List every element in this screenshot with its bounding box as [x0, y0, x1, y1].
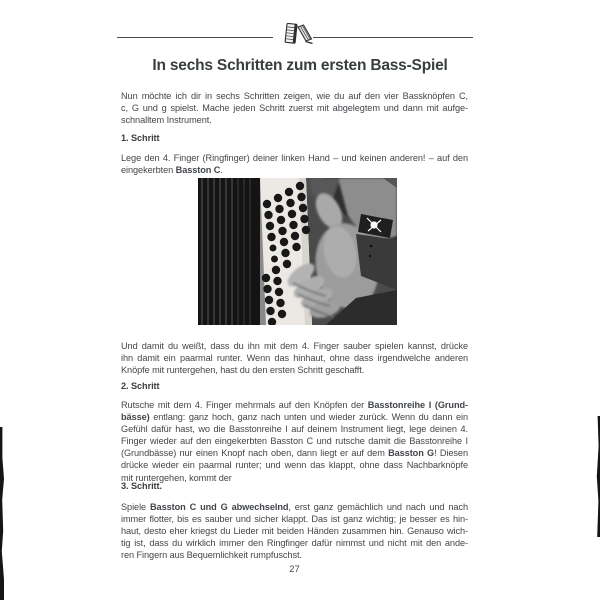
- text-line: drücke wieder ein paarmal runter; und wenn das klappt, ohne dass Nachbarknöpfe: [121, 460, 468, 471]
- text-line: Spiele Basston C und G abwechselnd, erst ganz gemächlich und nach und nach: [121, 502, 468, 512]
- text-line: Knöpfe mit runtergehen, hast du den ersten Schritt geschafft.: [121, 365, 365, 376]
- text-line: haut, desto eher kriegst du Lieder mit beiden Händen zusammen hin. Genauso wich-: [121, 526, 468, 537]
- text-line: Und damit du weißt, dass du ihn mit dem 4. Finger sauber spielen kannst, drücke: [121, 341, 468, 351]
- step-2-paragraph: [121, 399, 468, 484]
- intro-paragraph: [121, 90, 468, 126]
- text-line: (Grundbässe) nur einen Knopf nach oben, dann liegt er auf dem Basston G! Diesen: [121, 448, 468, 459]
- header-rule-left: [117, 37, 273, 38]
- step-3-paragraph: [121, 501, 468, 561]
- text-line: schnalltem Instrument.: [121, 115, 212, 126]
- text-line: Nun möchte ich dir in sechs Schritten zeigen, wie du auf den vier Bassknöpfen C,: [121, 91, 468, 101]
- text-line: bässe) entlang: ganz hoch, ganz nach unten und wieder zurück. Wenn du dann ein: [121, 412, 468, 423]
- accordion-bellows: [198, 178, 260, 325]
- notched-basston-c-button: [269, 244, 277, 252]
- bass-buttons-hand-photo: [198, 178, 397, 325]
- page-title: In sechs Schritten zum ersten Bass-Spiel: [152, 57, 448, 74]
- scan-edge-artifact-right: [596, 416, 600, 537]
- text-line: ihn damit ein paarmal runter. Wenn das hinhaut, ohne dass irgendwelche anderen: [121, 353, 468, 364]
- step-3-heading: 3. Schritt.: [121, 481, 162, 491]
- text-line: mit runtergehen, kommt der: [121, 472, 232, 483]
- text-line: eingekerbten Basston C.: [121, 165, 223, 176]
- text-line: Gefühl dafür hast, wo die Basstonreihe I auf deinem Instrument liegt, lege deinen 4.: [121, 424, 468, 435]
- after-photo-paragraph: [121, 340, 468, 376]
- text-line: Finger wieder auf den eingekerbten Basston C und rutsche damit die Basstonreihe I: [121, 436, 468, 447]
- text-line: immer flotter, bis es sauber und sicher klappt. Das ist ganz wichtig; je besser es hin-: [121, 514, 468, 525]
- text-line: ren Fingern aus Bequemlichkeit rumpfuschst.: [121, 550, 302, 561]
- page-number: 27: [289, 563, 300, 574]
- text-line: Lege den 4. Finger (Ringfinger) deiner linken Hand – und keinen anderen! – auf den: [121, 153, 468, 163]
- text-line: Rutsche mit dem 4. Finger mehrmals auf den Knöpfen der Basstonreihe I (Grund-: [121, 400, 468, 410]
- accordion-icon: [283, 23, 317, 46]
- header-rule-right: [313, 37, 473, 38]
- step-1-paragraph: [121, 152, 468, 176]
- scan-edge-artifact-left: [0, 427, 4, 600]
- step-1-heading: 1. Schritt: [121, 133, 160, 143]
- text-line: tig ist, dass du wirklich immer den Ringfinger dafür nimmst und nicht mit den ande-: [121, 538, 468, 549]
- text-line: c, G und g spielst. Mache jeden Schritt zuerst mit abgelegtem und dann mit aufge-: [121, 103, 468, 114]
- step-2-heading: 2. Schritt: [121, 381, 160, 391]
